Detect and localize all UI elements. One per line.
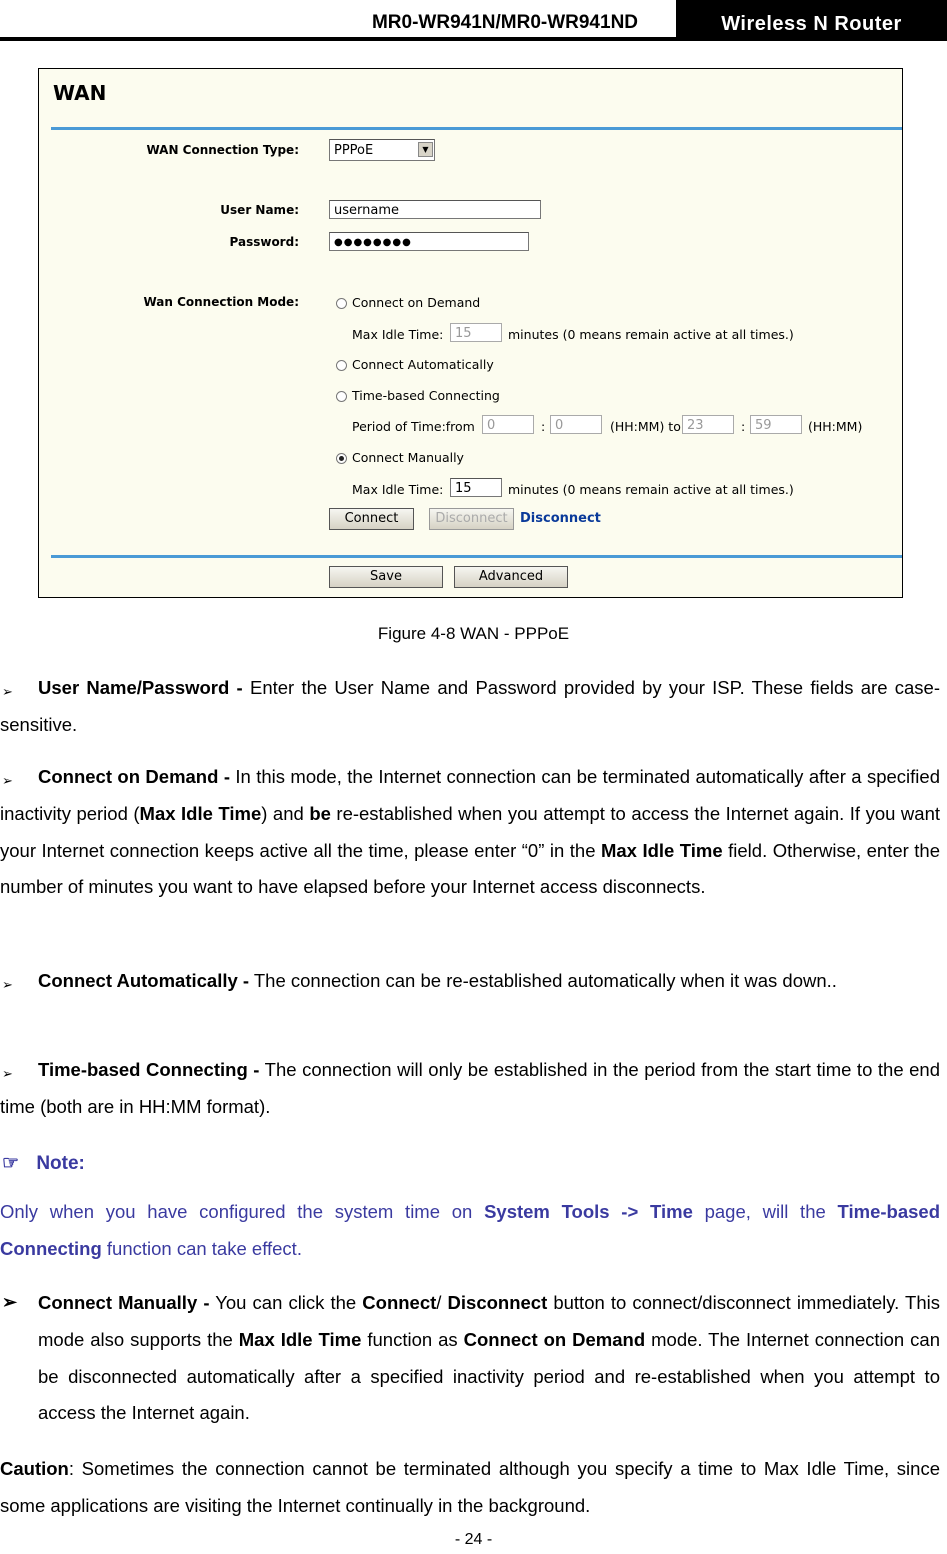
conn-type-value: PPPoE: [334, 143, 374, 158]
b2-bold-3: Max Idle Time: [600, 839, 723, 861]
hhmm-label: (HH:MM): [808, 419, 863, 434]
bullet-arrow-icon: ➢: [2, 1292, 18, 1312]
bullet-time-based: [0, 1052, 940, 1126]
b2-bold-1: Max Idle Time: [139, 802, 262, 824]
caution-paragraph: [0, 1451, 940, 1525]
password-label: Password:: [229, 235, 299, 249]
wan-settings-screenshot: [38, 68, 903, 598]
caution-text: : Sometimes the connection cannot be terminated although you specify a time to Max Idle Time, since some applications are visiting the Internet continually in the background.: [0, 1458, 940, 1516]
max-idle-manual-input[interactable]: 15: [450, 478, 502, 497]
colon-1: :: [541, 419, 546, 434]
from-hh-input[interactable]: 0: [482, 415, 534, 434]
bottom-divider: [51, 555, 902, 558]
note-text-1: Only when you have configured the system time on: [0, 1201, 485, 1222]
bullet-arrow-icon: ➢: [2, 773, 13, 788]
b3-head: Connect Automatically -: [38, 970, 250, 991]
username-input[interactable]: username: [329, 200, 541, 219]
b2-text-1: In this mode, the Internet connection can be terminated automatically after a specified inactivity period (: [0, 766, 940, 824]
b1-head: User Name/Password -: [38, 677, 243, 698]
b3-text: The connection can be re-established automatically when it was down..: [249, 970, 837, 991]
max-idle-label-2: Max Idle Time:: [352, 482, 444, 497]
panel-title: WAN: [53, 81, 107, 105]
pointing-hand-icon: ☞: [2, 1153, 20, 1174]
header-rule: [0, 37, 947, 41]
radio-connect-manually[interactable]: [336, 453, 347, 464]
conn-type-select[interactable]: [329, 139, 435, 161]
opt-time-label: Time-based Connecting: [352, 388, 500, 403]
note-text-2: page, will the: [692, 1201, 838, 1222]
b5-text-1: You can click the: [209, 1292, 363, 1313]
advanced-button[interactable]: Advanced: [454, 566, 568, 588]
b5-text-3: button to connect/disconnect immediately. This mode also supports the: [38, 1292, 940, 1350]
b2-text-2: ) and: [261, 802, 310, 824]
b5-text-2: /: [436, 1292, 448, 1313]
max-idle-note-2: minutes (0 means remain active at all times.): [508, 482, 794, 497]
connect-button[interactable]: Connect: [329, 508, 414, 530]
max-idle-demand-input[interactable]: 15: [450, 323, 502, 342]
b5-text-4: function as: [361, 1328, 464, 1350]
hhmm-to-label: (HH:MM) to: [610, 419, 681, 434]
radio-connect-on-demand[interactable]: [336, 298, 347, 309]
mode-label: Wan Connection Mode:: [143, 295, 299, 309]
opt-auto-label: Connect Automatically: [352, 357, 494, 372]
to-hh-input[interactable]: 23: [682, 415, 734, 434]
bullet-arrow-icon: ➢: [2, 684, 13, 699]
caution-label: Caution: [0, 1458, 69, 1479]
bullet-connect-manually: [0, 1285, 940, 1432]
bullet-connect-on-demand: [0, 759, 940, 906]
b5-text-5: mode. The Internet connection can be disconnected automatically after a specified inactivity period and re-established when you attempt to access the Internet again.: [38, 1328, 940, 1424]
bullet-arrow-icon: ➢: [2, 977, 13, 992]
colon-2: :: [741, 419, 746, 434]
max-idle-note-1: minutes (0 means remain active at all times.): [508, 327, 794, 342]
conn-type-label: WAN Connection Type:: [146, 143, 299, 157]
b2-text-3: re-established when you attempt to access the Internet again. If you want your Internet connection keeps active all the time, please enter “0” in the: [0, 802, 940, 861]
period-label: Period of Time:from: [352, 419, 475, 434]
bullet-arrow-icon: ➢: [2, 1066, 13, 1081]
from-mm-input[interactable]: 0: [550, 415, 602, 434]
opt-demand-label: Connect on Demand: [352, 295, 481, 310]
b4-text: The connection will only be established in the period from the start time to the end time (both are in HH:MM format).: [0, 1059, 941, 1117]
b4-head: Time-based Connecting -: [38, 1059, 260, 1080]
b5-bold-3: Max Idle Time: [238, 1328, 362, 1350]
note-text: [0, 1194, 940, 1268]
chevron-down-icon: ▼: [418, 142, 433, 157]
figure-caption: Figure 4-8 WAN - PPPoE: [377, 624, 570, 643]
opt-manual-label: Connect Manually: [352, 450, 464, 465]
radio-time-based[interactable]: [336, 391, 347, 402]
radio-connect-automatically[interactable]: [336, 360, 347, 371]
to-mm-input[interactable]: 59: [750, 415, 802, 434]
note-bold-2: Time-based Connecting: [0, 1201, 940, 1259]
bullet-connect-automatically: [0, 963, 940, 1000]
disconnect-button[interactable]: Disconnect: [429, 508, 514, 530]
disconnect-status: Disconnect: [520, 511, 601, 526]
note-text-3: function can take effect.: [101, 1237, 302, 1259]
b2-bold-2: be: [309, 802, 331, 824]
b1-text: Enter the User Name and Password provided by your ISP. These fields are case-sensitive.: [0, 677, 940, 735]
document-product-header: Wireless N Router: [676, 0, 947, 40]
note-label: Note:: [36, 1153, 85, 1174]
username-label: User Name:: [220, 203, 299, 217]
page-number: - 24 -: [454, 1531, 493, 1548]
b5-bold-1: Connect: [362, 1292, 437, 1313]
bullet-username-password: [0, 670, 940, 744]
note-heading: [2, 1152, 85, 1175]
document-model-header: MR0-WR941N/MR0-WR941ND: [371, 12, 639, 33]
note-bold-1: System Tools -> Time: [484, 1201, 693, 1222]
save-button[interactable]: Save: [329, 566, 443, 588]
b2-text-4: field. Otherwise, enter the number of minutes you want to have elapsed before your Internet access disconnects.: [0, 839, 940, 898]
b5-bold-4: Connect on Demand: [463, 1328, 646, 1350]
password-input[interactable]: ●●●●●●●●: [329, 232, 529, 251]
max-idle-label-1: Max Idle Time:: [352, 327, 444, 342]
top-divider: [51, 127, 902, 130]
b2-head: Connect on Demand -: [38, 766, 230, 787]
b5-bold-2: Disconnect: [447, 1292, 548, 1313]
b5-head: Connect Manually -: [38, 1292, 210, 1313]
